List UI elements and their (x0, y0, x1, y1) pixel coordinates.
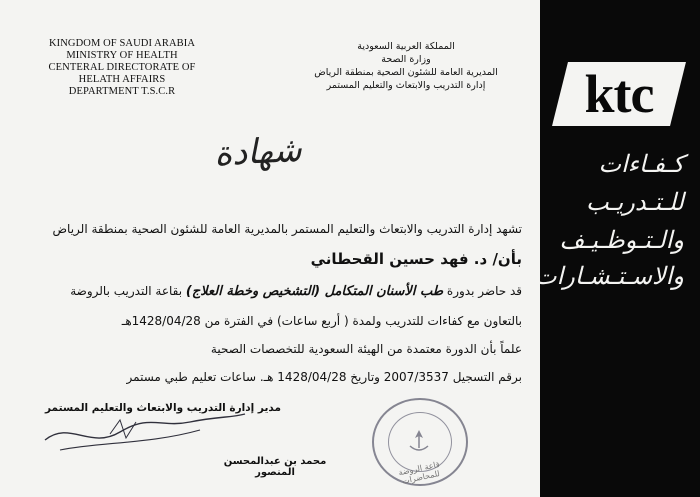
official-stamp (372, 398, 468, 486)
header-en-line2: MINISTRY OF HEALTH (66, 50, 178, 61)
header-en-line3: CENTERAL DIRECTORATE OF (48, 62, 196, 73)
brand-line-1: كـفـاءات (598, 150, 684, 178)
stamp-text: قاعة الروضة للمحاضرات (397, 459, 441, 486)
header-en-line4: HELATH AFFAIRS (78, 74, 166, 85)
header-ar-line1: المملكة العربية السعودية (357, 41, 455, 52)
header-ar-line2: وزارة الصحة (381, 54, 431, 65)
signatory-name: محمد بن عبدالمحسن المنصور (223, 456, 327, 478)
body-line-6: برقم التسجيل 2007/3537 وتاريخ 1428/04/28 هـ. ساعات تعليم طبي مستمر (126, 370, 522, 384)
brand-line-4: والاسـتـشـارات (534, 262, 684, 290)
english-header (22, 38, 222, 98)
header-en-line1: KINGDOM OF SAUDI ARABIA (48, 38, 196, 49)
emblem-icon (404, 426, 434, 456)
signatory-title: مدير إدارة التدريب والابتعاث والتعليم المستمر (45, 402, 281, 414)
course-name: طب الأسنان المتكامل (التشخيص وخطة العلاج) (185, 284, 444, 299)
body-line-4: بالتعاون مع كفاءات للتدريب ولمدة ( أربع ساعات) في الفترة من 1428/04/28هـ (121, 314, 522, 328)
header-ar-line4: إدارة التدريب والابتعاث والتعليم المستمر (326, 80, 486, 91)
handwritten-signature (40, 410, 250, 460)
course-venue: بقاعة التدريب بالروضة (70, 284, 183, 298)
body-line-2 (311, 250, 522, 268)
ktc-logo (560, 62, 678, 126)
ktc-logo-text: ktc (584, 64, 654, 124)
header-ar-line3: المديرية العامة للشئون الصحية بمنطقة الرياض (314, 67, 498, 78)
arabic-header (300, 40, 512, 92)
recipient-prefix: بأن/ (492, 250, 522, 268)
body-line-5: علماً بأن الدورة معتمدة من الهيئة السعودية للتخصصات الصحية (210, 342, 522, 356)
brand-line-2: للـتـدريـب (585, 188, 684, 216)
course-intro: قد حاضر بدورة (446, 284, 522, 298)
brand-line-3: والـتـوظـيـف (559, 226, 684, 254)
body-line-1: تشهد إدارة التدريب والابتعاث والتعليم المستمر بالمديرية العامة للشئون الصحية بمنطقة الرياض (52, 222, 522, 236)
header-en-line5: DEPARTMENT T.S.C.R (68, 86, 176, 97)
body-line-3 (70, 284, 522, 299)
recipient-name: د. فهد حسين القحطاني (310, 250, 488, 268)
certificate-title: شهادة (213, 129, 303, 175)
